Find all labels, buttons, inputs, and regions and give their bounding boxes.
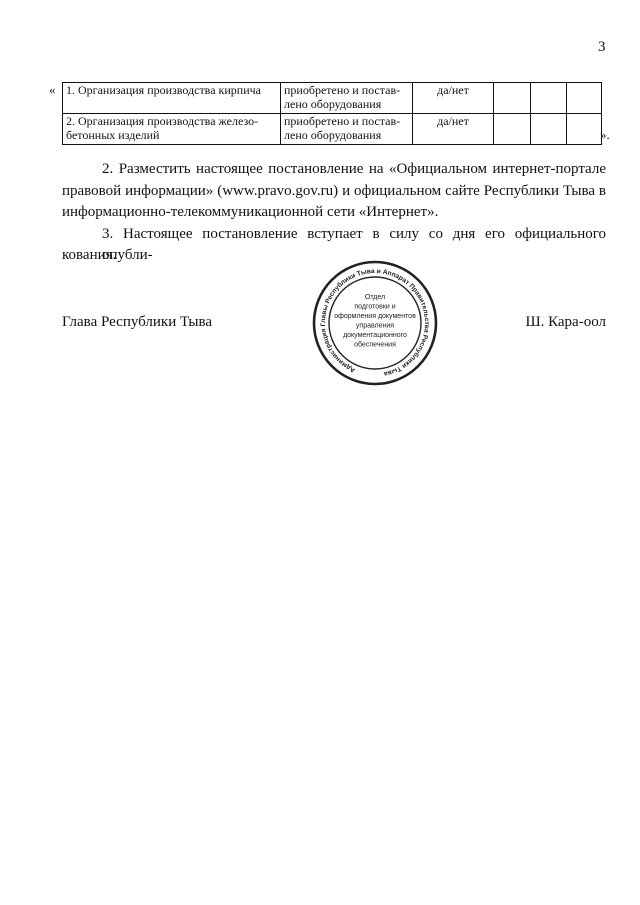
amendment-table: [62, 82, 602, 145]
table-cell-value: [413, 83, 494, 114]
table-row: [63, 83, 602, 114]
paragraph-line: 2. Разместить настоящее постановление на «Официальном интернет-портале: [102, 161, 606, 177]
table-cell-empty: [494, 114, 531, 145]
page-number: 3: [598, 39, 606, 55]
seal-ring-text: Администрация Главы Республики Тыва и Аппарат Правительства Республики Тыва: [319, 267, 431, 378]
cell-text: 2. Организация производства железо-: [66, 114, 259, 128]
paragraph-line: информационно-телекоммуникационной сети «Интернет».: [62, 204, 439, 220]
cell-text: приобретено и постав-: [284, 83, 401, 97]
paragraph-line: 3. Настоящее постановление вступает в силу со дня его официального опубли-: [102, 225, 606, 263]
table-cell-empty: [531, 83, 567, 114]
seal-inner-line: Отдел: [364, 294, 386, 301]
paragraph-line: кования.: [62, 247, 117, 263]
table-row: [63, 114, 602, 145]
cell-text: лено оборудования: [284, 96, 382, 111]
table-cell-item: [63, 83, 281, 114]
seal-inner-line: управления: [355, 322, 395, 330]
seal-inner-line: документационного: [343, 332, 407, 339]
table-cell-empty: [531, 114, 567, 145]
cell-text: лено оборудования: [284, 127, 382, 142]
cell-text: бетонных изделий: [66, 127, 160, 142]
table-cell-empty: [567, 114, 602, 145]
table-close-quote: ».: [600, 127, 610, 142]
body-text: [62, 159, 606, 267]
cell-text: да/нет: [437, 114, 469, 128]
seal-inner-line: подготовки и: [354, 303, 396, 311]
signatory-name: Ш. Кара-оол: [525, 314, 606, 330]
signatory-position: Глава Республики Тыва: [62, 314, 213, 330]
cell-text: 1. Организация производства кирпича: [66, 83, 261, 97]
cell-text: да/нет: [437, 83, 469, 97]
table-cell-empty: [567, 83, 602, 114]
seal-inner-line: оформления документов: [334, 313, 416, 320]
paragraph-line: правовой информации» (www.pravo.gov.ru) и официальном сайте Республики Тыва в: [62, 182, 606, 199]
table-cell-item: [63, 114, 281, 145]
table-cell-value: [413, 114, 494, 145]
seal-inner-line: обеспечения: [354, 341, 396, 349]
table-cell-indicator: [281, 114, 413, 145]
table-cell-empty: [494, 83, 531, 114]
table-open-quote: «: [49, 82, 56, 97]
official-seal: [310, 258, 440, 388]
table-cell-indicator: [281, 83, 413, 114]
cell-text: приобретено и постав-: [284, 114, 401, 128]
